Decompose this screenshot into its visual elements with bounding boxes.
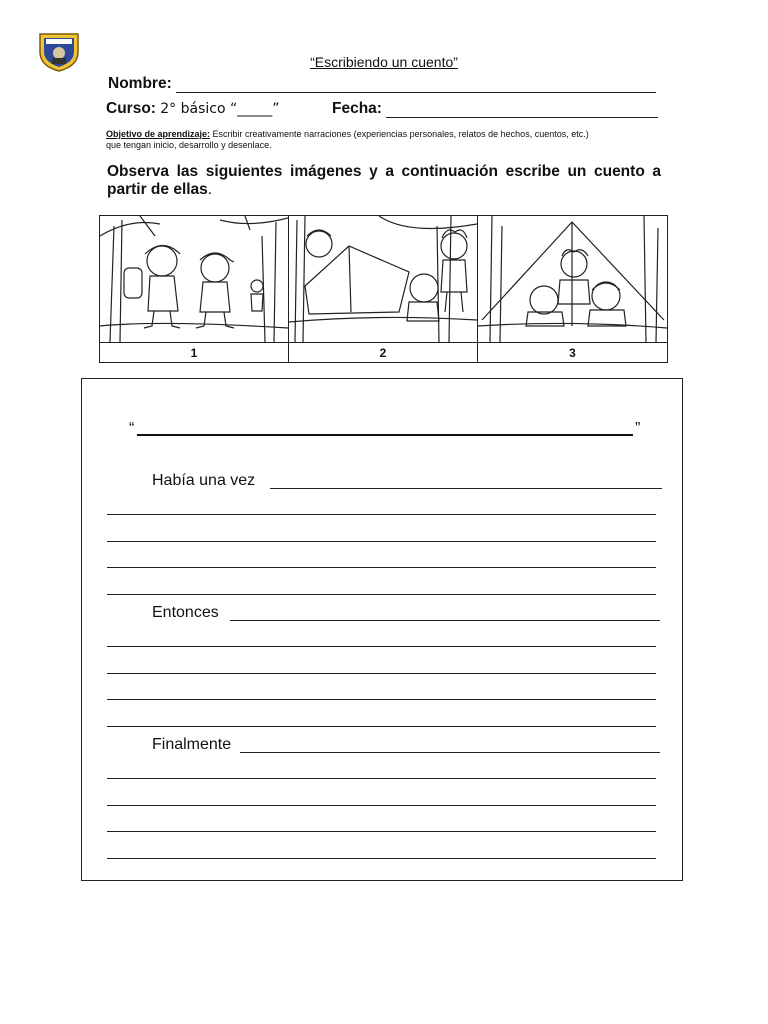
instruction: Observa las siguientes imágenes y a continuación escribe un cuento a partir de ellas. [107, 163, 661, 198]
writing-line[interactable] [107, 831, 656, 832]
writing-line[interactable] [230, 620, 660, 621]
name-label: Nombre: [108, 75, 172, 92]
writing-line[interactable] [107, 514, 656, 515]
close-quote: ” [635, 420, 641, 437]
panel-number-2: 2 [379, 346, 387, 360]
panel-1-illustration [100, 216, 288, 342]
story-writing-box [81, 378, 683, 881]
course-label: Curso: [106, 100, 156, 117]
name-field[interactable] [176, 92, 656, 93]
date-label: Fecha: [332, 100, 382, 117]
panel-3-illustration [478, 216, 667, 342]
open-quote: “ [129, 420, 135, 437]
worksheet-title: “Escribiendo un cuento” [310, 54, 458, 70]
prompt-habia-una-vez: Había una vez [152, 472, 256, 489]
story-title-field[interactable] [137, 434, 633, 436]
objective-text-2: que tengan inicio, desarrollo y desenlace. [106, 140, 272, 150]
writing-line[interactable] [107, 805, 656, 806]
writing-line[interactable] [107, 726, 656, 727]
objective-label: Objetivo de aprendizaje: [106, 129, 211, 139]
writing-line[interactable] [270, 488, 662, 489]
panel-number-1: 1 [190, 346, 198, 360]
writing-line[interactable] [107, 567, 656, 568]
writing-line[interactable] [107, 541, 656, 542]
writing-line[interactable] [107, 858, 656, 859]
writing-line[interactable] [107, 646, 656, 647]
picture-panels [99, 215, 668, 363]
panel-number-3: 3 [569, 346, 576, 360]
course-value: 2° básico “_____” [160, 101, 280, 117]
writing-line[interactable] [107, 673, 656, 674]
name-row [108, 75, 656, 93]
objective-text: Escribir creativamente narraciones (experiencias personales, relatos de hechos, cuentos, etc.) [210, 129, 589, 139]
prompt-entonces: Entonces [152, 604, 219, 621]
writing-line[interactable] [240, 752, 660, 753]
writing-line[interactable] [107, 778, 656, 779]
course-row [106, 100, 280, 118]
panel-2-illustration [289, 216, 477, 342]
learning-objective [106, 129, 666, 151]
prompt-finalmente: Finalmente [152, 736, 232, 753]
panel-numbers [100, 342, 667, 364]
date-row [332, 100, 658, 118]
writing-line[interactable] [107, 699, 656, 700]
date-field[interactable] [386, 117, 658, 118]
writing-line[interactable] [107, 594, 656, 595]
